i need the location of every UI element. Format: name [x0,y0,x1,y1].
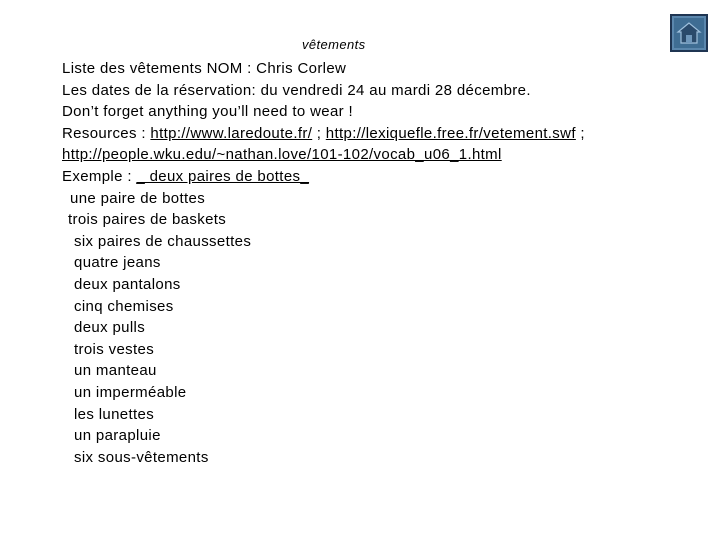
list-item: un parapluie [74,427,161,445]
list-item: six paires de chaussettes [74,232,252,250]
list-item: deux pantalons [74,275,181,293]
home-icon [676,20,702,46]
list-item: six sous-vêtements [74,448,209,466]
reminder-line: Don’t forget anything you’ll need to wear ! [62,103,354,121]
resources-line-2 [62,144,712,166]
link-wku-vocab[interactable]: http://people.wku.edu/~nathan.love/101-102/vocab_u06_1.html [62,146,502,164]
resources-label: Resources : [62,124,151,142]
header-line: Liste des vêtements NOM : Chris Corlew [62,60,347,77]
link-lexiquefle[interactable]: http://lexiquefle.free.fr/vetement.swf [325,124,576,142]
link-separator-trailing: ; [575,124,585,142]
list-item: quatre jeans [74,254,161,272]
list-item: deux pulls [74,319,146,337]
list-item: une paire de bottes [70,189,206,207]
list-item: trois vestes [74,340,155,358]
list-item: les lunettes [74,405,155,423]
list-item: cinq chemises [74,297,174,315]
slide-body [62,58,712,468]
list-item: un manteau [74,362,157,380]
list-item: un imperméable [74,383,187,401]
link-separator: ; [312,124,326,142]
list-item: trois paires de baskets [68,211,227,229]
resources-line [62,123,712,145]
home-button[interactable] [670,14,708,52]
example-label: Exemple : [62,167,137,185]
link-laredoute[interactable]: http://www.laredoute.fr/ [150,124,313,142]
slide-title: vêtements [302,37,366,52]
example-answer: _ deux paires de bottes_ [136,167,310,185]
dates-line: Les dates de la réservation: du vendredi 24 au mardi 28 décembre. [62,81,531,99]
example-line [62,166,712,188]
